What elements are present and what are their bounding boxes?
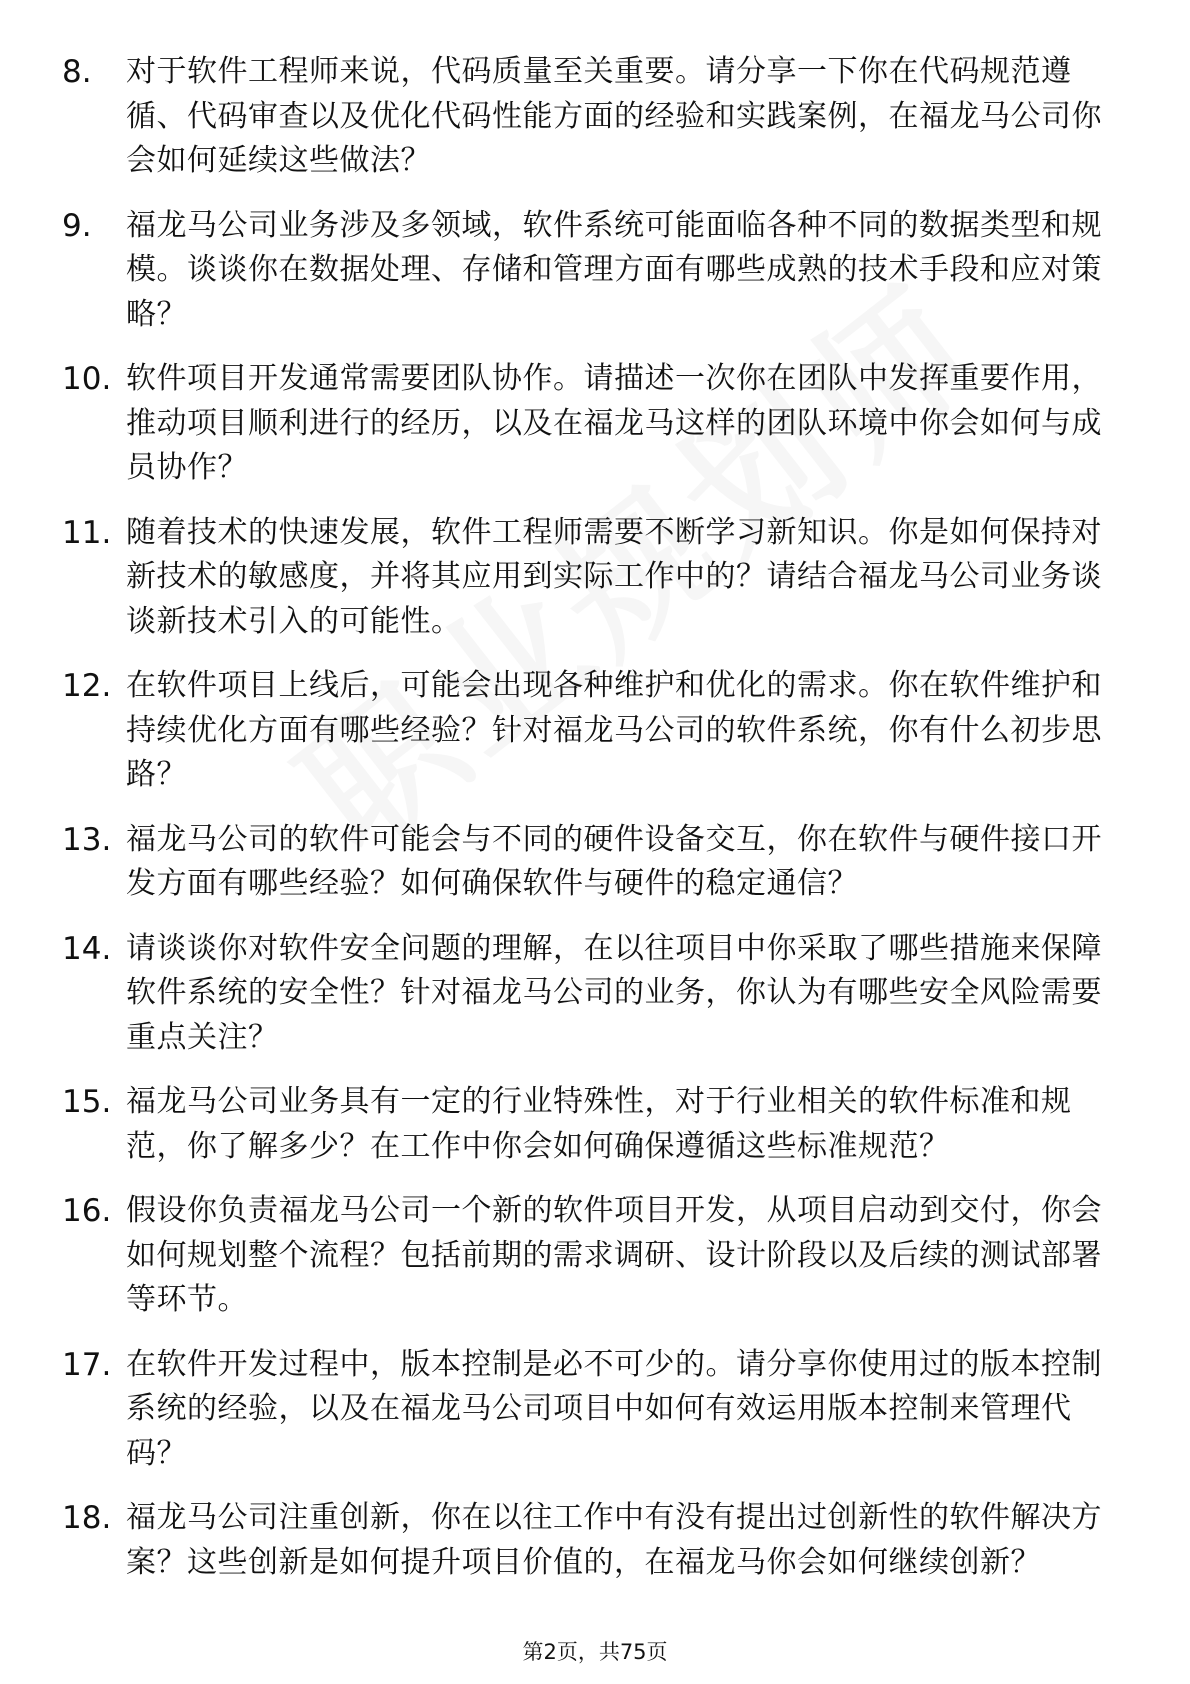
question-item [0,50,1190,184]
question-text: 请谈谈你对软件安全问题的理解，在以往项目中你采取了哪些措施来保障软件系统的安全性？针对福龙马公司的业务，你认为有哪些安全风险需要重点关注？ [126,930,1102,1055]
question-item [0,1189,1190,1323]
question-number: 17. [62,1346,112,1383]
question-text: 随着技术的快速发展，软件工程师需要不断学习新知识。你是如何保持对新技术的敏感度，并将其应用到实际工作中的？请结合福龙马公司业务谈谈新技术引入的可能性。 [126,514,1102,639]
question-item [0,1080,1190,1169]
question-list [0,50,1190,1605]
question-text: 福龙马公司注重创新，你在以往工作中有没有提出过创新性的软件解决方案？这些创新是如何提升项目价值的，在福龙马你会如何继续创新？ [126,1500,1102,1580]
question-number: 11. [62,514,112,551]
question-item [0,511,1190,645]
question-number: 12. [62,668,112,704]
question-item [0,927,1190,1061]
question-item [0,664,1190,798]
question-item [0,357,1190,491]
question-item [0,1343,1190,1477]
question-text: 福龙马公司的软件可能会与不同的硬件设备交互，你在软件与硬件接口开发方面有哪些经验？如何确保软件与硬件的稳定通信？ [126,821,1102,901]
question-item [0,1496,1190,1585]
question-text: 在软件项目上线后，可能会出现各种维护和优化的需求。你在软件维护和持续优化方面有哪些经验？针对福龙马公司的软件系统，你有什么初步思路？ [126,668,1102,792]
question-text: 假设你负责福龙马公司一个新的软件项目开发，从项目启动到交付，你会如何规划整个流程？包括前期的需求调研、设计阶段以及后续的测试部署等环节。 [126,1193,1102,1317]
question-number: 18. [62,1500,112,1536]
question-number: 14. [62,930,112,967]
question-number: 13. [62,821,112,858]
question-number: 16. [62,1193,112,1229]
question-text: 软件项目开发通常需要团队协作。请描述一次你在团队中发挥重要作用，推动项目顺利进行的经历，以及在福龙马这样的团队环境中你会如何与成员协作？ [126,361,1102,485]
question-number: 15. [62,1084,112,1120]
page-footer: 第2页，共75页 [522,1640,668,1664]
question-text: 对于软件工程师来说，代码质量至关重要。请分享一下你在代码规范遵循、代码审查以及优化代码性能方面的经验和实践案例，在福龙马公司你会如何延续这些做法？ [126,54,1102,178]
question-text: 福龙马公司业务涉及多领域，软件系统可能面临各种不同的数据类型和规模。谈谈你在数据处理、存储和管理方面有哪些成熟的技术手段和应对策略？ [126,207,1102,332]
question-item [0,204,1190,338]
question-item [0,818,1190,907]
question-number: 9. [62,207,92,244]
question-number: 8. [62,54,92,90]
question-number: 10. [62,361,112,397]
question-text: 福龙马公司业务具有一定的行业特殊性，对于行业相关的软件标准和规范，你了解多少？在工作中你会如何确保遵循这些标准规范？ [126,1084,1072,1164]
question-text: 在软件开发过程中，版本控制是必不可少的。请分享你使用过的版本控制系统的经验，以及在福龙马公司项目中如何有效运用版本控制来管理代码？ [126,1346,1102,1471]
